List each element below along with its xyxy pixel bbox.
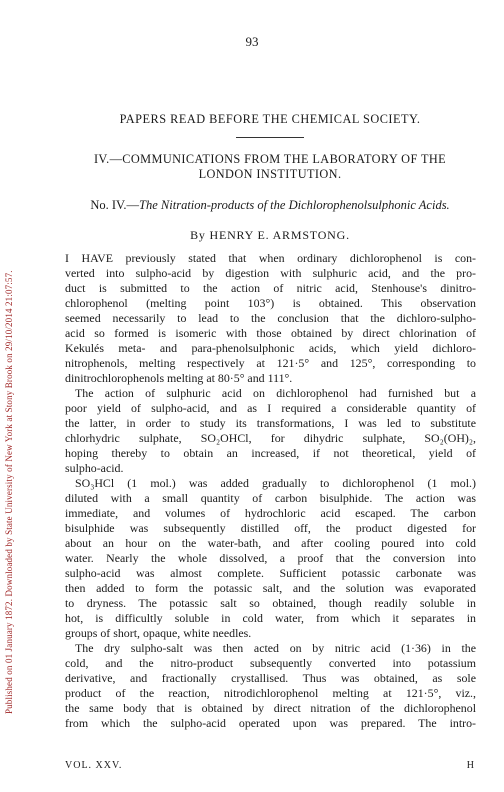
body-text-line: to dryness. The potassic salt so obtained, though readily soluble in — [65, 596, 476, 610]
title-rule — [236, 137, 304, 138]
paper-subtitle — [48, 198, 492, 213]
body-text-line: diluted with a small quantity of carbon bisulphide. The action was — [65, 491, 476, 505]
body-text-line: nitrophenols, melting respectively at 121·5° and 125°, corresponding to — [65, 356, 476, 370]
author-byline: By HENRY E. ARMSTONG. — [190, 228, 350, 242]
paper-heading-line-2: LONDON INSTITUTION. — [198, 167, 342, 181]
body-text-line: seemed necessarily to lead to the conclusion that the dichloro-sulpho- — [65, 311, 476, 325]
body-text-line: from which the sulpho-acid operated upon was prepared. The intro- — [65, 716, 476, 730]
body-text-line: hot, is difficultly soluble in cold water, from which it separates in — [65, 611, 476, 625]
body-text-line: sulpho-acid was almost complete. Sufficient potassic carbonate was — [65, 566, 476, 580]
body-text-line: poor yield of sulpho-acid, and as I required a considerable quantity of — [65, 401, 476, 415]
body-text-line: chlorophenol (melting point 103°) is obtained. This observation — [65, 296, 476, 310]
paper-title: The Nitration-products of the Dichlorophenolsulphonic Acids. — [139, 198, 450, 212]
body-text-line: derivative, and fractionally crystallised. Thus was obtained, as sole — [65, 671, 476, 685]
body-text-line: dinitrochlorophenols melting at 80·5° and 111°. — [65, 371, 293, 385]
body-text-line: Kekulés meta- and para-phenolsulphonic acids, which yield dichloro- — [65, 341, 476, 355]
body-text-line: bisulphide was subsequently distilled off, the product digested for — [65, 521, 476, 535]
body-text-line: product of the reaction, nitrodichlorophenol melting at 121·5°, viz., — [65, 686, 476, 700]
paper-number: No. IV.— — [90, 198, 140, 212]
body-text-line: duct is submitted to the action of nitric acid, Stenhouse's dinitro- — [65, 281, 476, 295]
signature-mark: H — [466, 760, 474, 771]
paper-heading-line-1: IV.—COMMUNICATIONS FROM THE LABORATORY OF THE — [93, 152, 447, 166]
body-text-line: sulpho-acid. — [65, 461, 124, 475]
body-text-line: about an hour on the water-bath, and after cooling poured into cold — [65, 536, 476, 550]
body-text-line: I HAVE previously stated that when ordinary dichlorophenol is con- — [65, 251, 476, 265]
download-notice — [3, 14, 15, 714]
body-text-line: immediate, and volumes of hydrochloric acid escaped. The carbon — [65, 506, 476, 520]
download-notice-text: Published on 01 January 1872. Downloaded by State University of New York at Stony Brook on 29/10/2014 21:07:57. — [4, 270, 14, 714]
body-text-line: groups of short, opaque, white needles. — [65, 626, 252, 640]
body-text-line: cold, and the nitro-product subsequently converted into potassium — [65, 656, 476, 670]
body-text-line: then added to form the potassic salt, and the solution was evaporated — [65, 581, 476, 595]
body-text-line: SO₃HCl (1 mol.) was added gradually to dichlorophenol (1 mol.) — [75, 476, 476, 490]
volume-label: VOL. XXV. — [65, 760, 123, 771]
body-text-line: the latter, in order to study its transformations, I was led to substitute — [65, 416, 476, 430]
page-number: 93 — [245, 34, 259, 49]
body-text-line: the same body that is obtained by direct nitration of the dichlorophenol — [65, 701, 476, 715]
body-text-line: The dry sulpho-salt was then acted on by nitric acid (1·36) in the — [75, 641, 476, 655]
body-text-line: water. Nearly the whole dissolved, a proof that the conversion into — [65, 551, 476, 565]
body-text-line: verted into sulpho-acid by digestion with sulphuric acid, and the pro- — [65, 266, 476, 280]
body-text-line: chlorhydric sulphate, SO₂OHCl, for dihydric sulphate, SO₂(OH)₂, — [65, 431, 476, 445]
body-text-line: The action of sulphuric acid on dichlorophenol had furnished but a — [75, 386, 476, 400]
section-title: PAPERS READ BEFORE THE CHEMICAL SOCIETY. — [119, 112, 421, 126]
body-text-line: hoping thereby to obtain an increased, if not theoretical, yield of — [65, 446, 476, 460]
body-text-line: acid so formed is isomeric with those obtained by direct chlorination of — [65, 326, 476, 340]
